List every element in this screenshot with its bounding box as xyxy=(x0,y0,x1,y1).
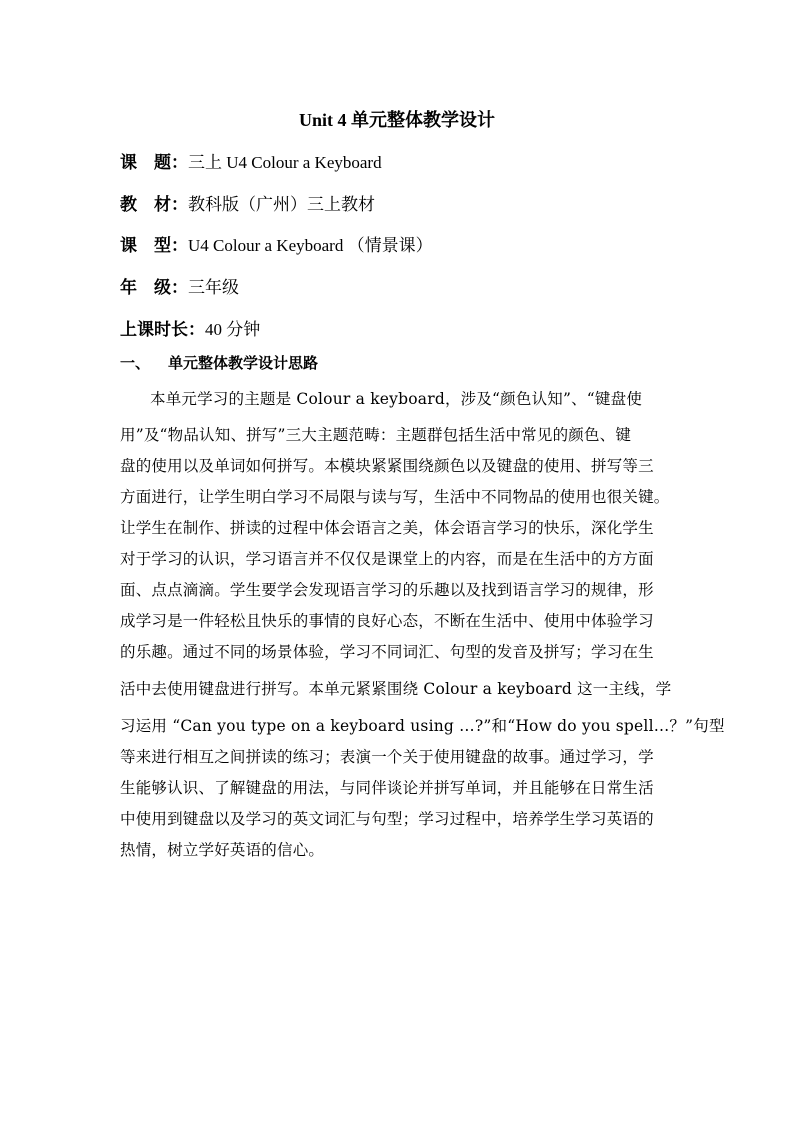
section-heading xyxy=(120,352,318,373)
document-title: Unit 4 单元整体教学设计 xyxy=(298,110,495,130)
field-duration-value: 40 分钟 xyxy=(205,320,261,339)
field-topic-key: 课 题： xyxy=(120,153,188,172)
field-material-key: 教 材： xyxy=(120,195,188,214)
paragraph-line: 对于学习的认识，学习语言并不仅仅是课堂上的内容，而是在生活中的方方面 xyxy=(120,550,654,568)
paragraph-line: 盘的使用以及单词如何拼写。本模块紧紧围绕颜色以及键盘的使用、拼写等三 xyxy=(120,457,654,475)
paragraph-line: 成学习是一件轻松且快乐的事情的良好心态，不断在生活中、使用中体验学习 xyxy=(120,612,654,630)
field-grade xyxy=(120,273,239,298)
paragraph-line: 习运用 “Can you type on a keyboard using …?”和“How do you spell…？”句型 xyxy=(120,717,725,735)
field-material xyxy=(120,190,375,215)
paragraph-line: 生能够认识、了解键盘的用法，与同伴谈论并拼写单词，并且能够在日常生活 xyxy=(120,779,654,797)
section-title: 单元整体教学设计思路 xyxy=(168,354,319,372)
section-number: 一、 xyxy=(120,354,151,372)
field-duration-key: 上课时长： xyxy=(120,320,205,339)
paragraph-line: 的乐趣。通过不同的场景体验，学习不同词汇、句型的发音及拼写；学习在生 xyxy=(120,643,654,661)
field-grade-key: 年 级： xyxy=(120,278,188,297)
paragraph-line: 中使用到键盘以及学习的英文词汇与句型；学习过程中，培养学生学习英语的 xyxy=(120,810,654,828)
paragraph-line: 让学生在制作、拼读的过程中体会语言之美，体会语言学习的快乐，深化学生 xyxy=(120,519,654,537)
field-topic-value: 三上 U4 Colour a Keyboard xyxy=(188,153,382,172)
field-type-key: 课 型： xyxy=(120,236,188,255)
paragraph-line: 面、点点滴滴。学生要学会发现语言学习的乐趣以及找到语言学习的规律，形 xyxy=(120,581,654,599)
paragraph-line: 等来进行相互之间拼读的练习；表演一个关于使用键盘的故事。通过学习，学 xyxy=(120,748,654,766)
paragraph-line: 热情，树立学好英语的信心。 xyxy=(120,841,325,859)
field-grade-value: 三年级 xyxy=(188,278,239,297)
paragraph-line: 用”及“物品认知、拼写”三大主题范畴：主题群包括生活中常见的颜色、键 xyxy=(120,426,632,444)
paragraph-line: 本单元学习的主题是 Colour a keyboard，涉及“颜色认知”、“键盘使 xyxy=(150,390,643,408)
field-type-value: U4 Colour a Keyboard （情景课） xyxy=(188,236,433,255)
field-material-value: 教科版（广州）三上教材 xyxy=(188,195,375,214)
paragraph-line: 活中去使用键盘进行拼写。本单元紧紧围绕 Colour a keyboard 这一主线，学 xyxy=(120,680,672,698)
paragraph-line: 方面进行，让学生明白学习不局限与读与写，生活中不同物品的使用也很关键。 xyxy=(120,488,670,506)
field-duration xyxy=(120,315,260,340)
field-type xyxy=(120,231,433,256)
field-topic xyxy=(120,148,382,173)
